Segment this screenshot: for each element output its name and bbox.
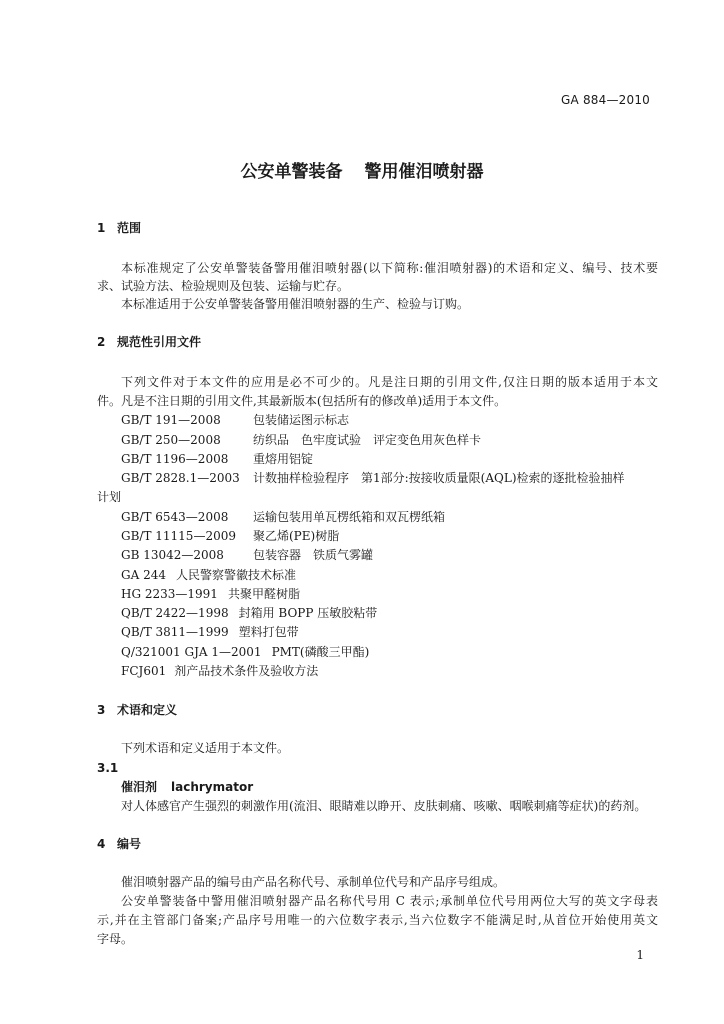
reference-item: GB/T 2828.1—2003 计数抽样检验程序 第1部分:按接收质量限(AQL)检索的逐批检验抽样 [121,471,625,485]
section-3-title: 术语和定义 [117,703,178,717]
reference-item: GB/T 191—2008 包装储运图示标志 [121,413,350,427]
section-3-number: 3 [97,703,106,717]
section-1-number: 1 [97,221,106,235]
subsection-3-1-number: 3.1 [97,761,119,775]
section-1-heading [97,220,141,236]
standard-code: GA 884—2010 [561,93,650,107]
section-4-title: 编号 [117,837,142,851]
page-number: 1 [636,948,644,962]
term-chinese: 催泪剂 [121,780,158,794]
title-part-2: 警用催泪喷射器 [364,162,484,182]
section-3-heading [97,702,177,718]
s1-paragraph-1-line-1: 本标准规定了公安单警装备警用催泪喷射器(以下简称:催泪喷射器)的术语和定义、编号、技术要 [121,261,658,275]
document-title [0,157,724,182]
reference-item-continuation: 计划 [97,490,122,504]
reference-item: HG 2233—1991 共聚甲醛树脂 [121,587,300,601]
reference-item: QB/T 2422—1998 封箱用 BOPP 压敏胶粘带 [121,606,378,620]
s3-intro: 下列术语和定义适用于本文件。 [121,741,290,755]
section-1-title: 范围 [117,221,142,235]
s2-intro-line-2: 件。凡是不注日期的引用文件,其最新版本(包括所有的修改单)适用于本文件。 [97,394,507,408]
reference-item: Q/321001 GJA 1—2001 PMT(磷酸三甲酯) [121,645,370,659]
reference-item: GB/T 250—2008 纺织品 色牢度试验 评定变色用灰色样卡 [121,433,482,447]
section-2-number: 2 [97,335,106,349]
title-part-1: 公安单警装备 [240,162,343,182]
s4-paragraph-2-line-2: 示,并在主管部门备案;产品序号用唯一的六位数字表示,当六位数字不能满足时,从首位开始使用英文 [97,913,658,927]
reference-item: FCJ601 剂产品技术条件及验收方法 [121,664,319,678]
s4-paragraph-2-line-3: 字母。 [97,932,134,946]
term-definition: 对人体感官产生强烈的刺激作用(流泪、眼睛难以睁开、皮肤刺痛、咳嗽、咽喉刺痛等症状)的药剂。 [121,799,647,813]
s4-paragraph-1: 催泪喷射器产品的编号由产品名称代号、承制单位代号和产品序号组成。 [121,875,506,889]
reference-item: GB 13042—2008 包装容器 铁质气雾罐 [121,548,374,562]
reference-item: GB/T 6543—2008 运输包装用单瓦楞纸箱和双瓦楞纸箱 [121,510,446,524]
s4-paragraph-2-line-1: 公安单警装备中警用催泪喷射器产品名称代号用 C 表示;承制单位代号用两位大写的英文字母表 [121,894,658,908]
s1-paragraph-1-line-2: 求、试验方法、检验规则及包装、运输与贮存。 [97,279,350,293]
reference-item: GA 244 人民警察警徽技术标准 [121,568,296,582]
section-2-heading [97,334,201,350]
s1-paragraph-2: 本标准适用于公安单警装备警用催泪喷射器的生产、检验与订购。 [121,297,470,311]
s2-intro-line-1: 下列文件对于本文件的应用是必不可少的。凡是注日期的引用文件,仅注日期的版本适用于本文 [121,375,658,389]
section-2-title: 规范性引用文件 [117,335,202,349]
section-4-number: 4 [97,837,106,851]
term-entry [121,779,253,795]
reference-item: GB/T 11115—2009 聚乙烯(PE)树脂 [121,529,340,543]
section-4-heading [97,836,141,852]
reference-item: QB/T 3811—1999 塑料打包带 [121,625,299,639]
reference-item: GB/T 1196—2008 重熔用铝锭 [121,452,314,466]
term-english: lachrymator [171,780,254,794]
